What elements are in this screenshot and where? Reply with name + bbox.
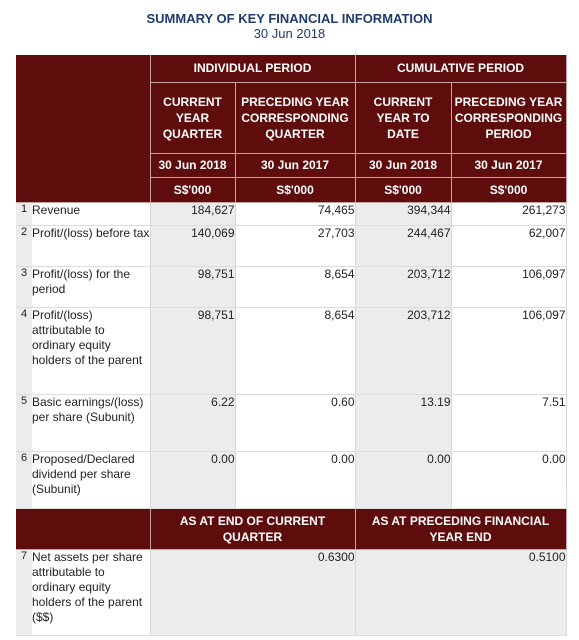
cell-value: 0.00 <box>235 451 355 508</box>
col-unit: S$'000 <box>150 177 235 202</box>
cell-value: 203,712 <box>355 266 451 307</box>
row-label: Profit/(loss) for the period <box>32 266 150 307</box>
table-row <box>16 549 566 635</box>
col-label: PRECEDING YEAR CORRESPONDING QUARTER <box>235 82 355 153</box>
row-number: 4 <box>16 307 32 394</box>
cell-value: 0.60 <box>235 394 355 451</box>
row-label: Net assets per share attributable to ordinary equity holders of the parent ($$) <box>32 549 150 635</box>
cell-value: 140,069 <box>150 225 235 266</box>
page-date: 30 Jun 2018 <box>253 26 326 41</box>
cell-value: 8,654 <box>235 307 355 394</box>
nav-header-blank <box>16 508 150 549</box>
col-unit: S$'000 <box>355 177 451 202</box>
cell-value: 98,751 <box>150 266 235 307</box>
cell-value: 0.5100 <box>355 549 566 635</box>
row-label: Basic earnings/(loss) per share (Subunit) <box>32 394 150 451</box>
row-number: 1 <box>16 202 32 225</box>
row-label: Proposed/Declared dividend per share (Subunit) <box>32 451 150 508</box>
cell-value: 0.6300 <box>150 549 355 635</box>
cell-value: 0.00 <box>451 451 566 508</box>
row-number: 7 <box>16 549 32 635</box>
col-date: 30 Jun 2017 <box>451 153 566 177</box>
table-row <box>16 225 566 266</box>
nav-header-preceding: AS AT PRECEDING FINANCIAL YEAR END <box>355 508 566 549</box>
row-number: 5 <box>16 394 32 451</box>
table-row <box>16 451 566 508</box>
cell-value: 184,627 <box>150 202 235 225</box>
col-unit: S$'000 <box>235 177 355 202</box>
group-individual-period: INDIVIDUAL PERIOD <box>150 55 355 82</box>
col-label: CURRENT YEAR QUARTER <box>150 82 235 153</box>
col-date: 30 Jun 2018 <box>355 153 451 177</box>
table-row <box>16 307 566 394</box>
col-unit: S$'000 <box>451 177 566 202</box>
col-date: 30 Jun 2017 <box>235 153 355 177</box>
row-label: Profit/(loss) attributable to ordinary equity holders of the parent <box>32 307 150 394</box>
cell-value: 244,467 <box>355 225 451 266</box>
group-cumulative-period: CUMULATIVE PERIOD <box>355 55 566 82</box>
table-row <box>16 394 566 451</box>
cell-value: 8,654 <box>235 266 355 307</box>
cell-value: 6.22 <box>150 394 235 451</box>
cell-value: 261,273 <box>451 202 566 225</box>
cell-value: 62,007 <box>451 225 566 266</box>
cell-value: 74,465 <box>235 202 355 225</box>
row-number: 3 <box>16 266 32 307</box>
table-row <box>16 266 566 307</box>
col-label: CURRENT YEAR TO DATE <box>355 82 451 153</box>
col-label: PRECEDING YEAR CORRESPONDING PERIOD <box>451 82 566 153</box>
cell-value: 394,344 <box>355 202 451 225</box>
cell-value: 106,097 <box>451 266 566 307</box>
cell-value: 106,097 <box>451 307 566 394</box>
cell-value: 13.19 <box>355 394 451 451</box>
col-date: 30 Jun 2018 <box>150 153 235 177</box>
nav-header-current: AS AT END OF CURRENT QUARTER <box>150 508 355 549</box>
cell-value: 27,703 <box>235 225 355 266</box>
cell-value: 7.51 <box>451 394 566 451</box>
header-blank <box>16 55 150 202</box>
cell-value: 98,751 <box>150 307 235 394</box>
cell-value: 0.00 <box>355 451 451 508</box>
row-label: Revenue <box>32 202 150 225</box>
cell-value: 0.00 <box>150 451 235 508</box>
row-number: 2 <box>16 225 32 266</box>
cell-value: 203,712 <box>355 307 451 394</box>
row-number: 6 <box>16 451 32 508</box>
financial-summary-table <box>16 55 567 636</box>
table-row <box>16 202 566 225</box>
row-label: Profit/(loss) before tax <box>32 225 150 266</box>
page-title: SUMMARY OF KEY FINANCIAL INFORMATION <box>146 11 433 26</box>
